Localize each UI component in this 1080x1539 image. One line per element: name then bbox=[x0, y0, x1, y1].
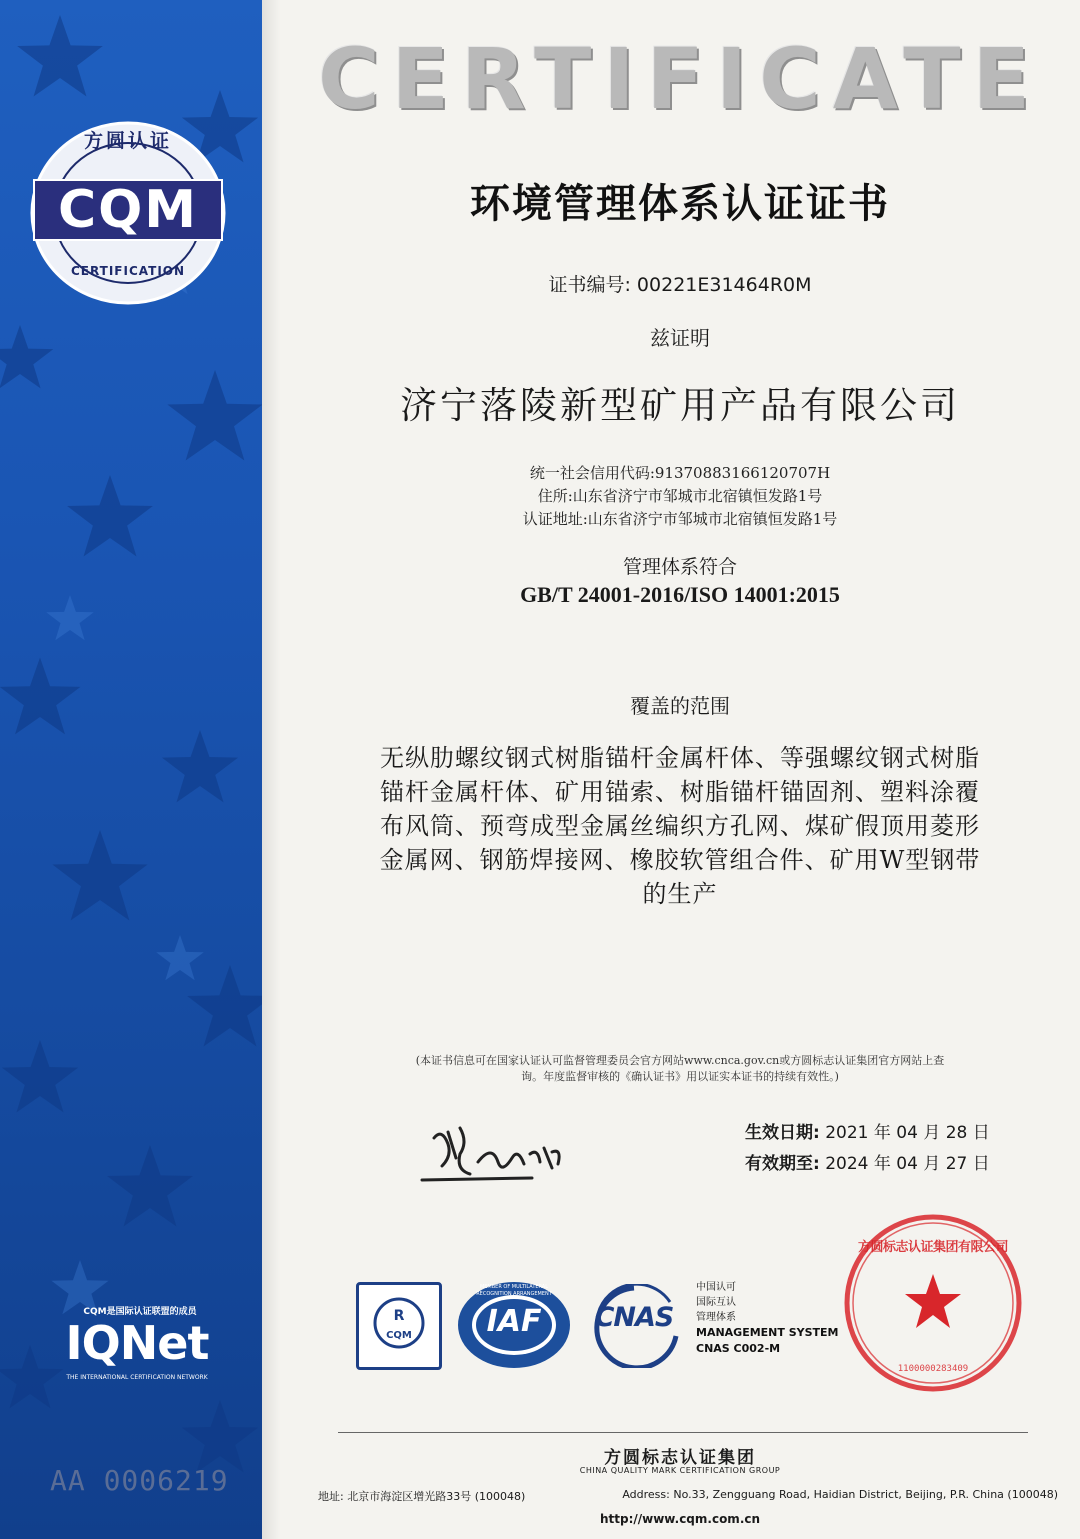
cqm-mark-text: CQM bbox=[386, 1330, 412, 1341]
iqnet-subtitle: THE INTERNATIONAL CERTIFICATION NETWORK bbox=[66, 1374, 208, 1381]
footer-organization-en: CHINA QUALITY MARK CERTIFICATION GROUP bbox=[579, 1466, 781, 1475]
registered-address: 住所:山东省济宁市邹城市北宿镇恒发路1号 bbox=[537, 487, 823, 505]
iaf-logo-text: IAF bbox=[486, 1304, 542, 1339]
expiry-date-label: 有效期至: bbox=[745, 1154, 820, 1174]
cnas-line: 中国认可 bbox=[696, 1282, 736, 1293]
cqm-arc-text: 方圆认证 bbox=[83, 130, 172, 152]
credit-code: 统一社会信用代码:91370883166120707H bbox=[529, 464, 831, 482]
seal-text: 方圆标志认证集团有限公司 bbox=[857, 1240, 1008, 1255]
registered-cqm-icon bbox=[359, 1285, 439, 1367]
scope-line: 锚杆金属杆体、矿用锚索、树脂锚杆锚固剂、塑料涂覆 bbox=[380, 778, 980, 806]
cnas-line: 国际互认 bbox=[696, 1297, 736, 1308]
scope-title: 覆盖的范围 bbox=[630, 694, 730, 718]
effective-date bbox=[745, 1118, 990, 1143]
scope-line: 无纵肋螺纹钢式树脂锚杆金属杆体、等强螺纹钢式树脂 bbox=[380, 744, 980, 772]
iqnet-logo: IQNet bbox=[65, 1316, 209, 1370]
scope-line: 布风筒、预弯成型金属丝编织方孔网、煤矿假顶用菱形 bbox=[380, 812, 980, 840]
certificate-number: 证书编号: 00221E31464R0M bbox=[548, 274, 812, 296]
footer-organization-cn: 方圆标志认证集团 bbox=[604, 1448, 756, 1468]
left-decorative-band bbox=[0, 0, 262, 1539]
cnas-code: CNAS C002-M bbox=[696, 1342, 781, 1355]
verification-note: (本证书信息可在国家认证认可监督管理委员会官方网站www.cnca.gov.cn或方圆标志认证集团官方网站上查 bbox=[415, 1054, 945, 1067]
conformity-label: 管理体系符合 bbox=[622, 556, 737, 578]
cnas-line: 管理体系 bbox=[696, 1312, 736, 1323]
standard-reference: GB/T 24001-2016/ISO 14001:2015 bbox=[520, 582, 840, 607]
verification-note: 询。年度监督审核的《确认证书》用以证实本证书的持续有效性。) bbox=[521, 1070, 839, 1083]
cqm-certification-text: CERTIFICATION bbox=[70, 264, 186, 278]
signature-icon bbox=[412, 1118, 592, 1198]
footer-url: http://www.cqm.com.cn bbox=[599, 1512, 761, 1526]
expiry-date bbox=[745, 1149, 990, 1174]
footer-divider bbox=[338, 1432, 1028, 1433]
certified-address: 认证地址:山东省济宁市邹城市北宿镇恒发路1号 bbox=[522, 510, 838, 528]
serial-number: AA 0006219 bbox=[50, 1464, 229, 1497]
iqnet-member-text: CQM是国际认证联盟的成员 bbox=[83, 1307, 197, 1317]
scope-line: 的生产 bbox=[642, 880, 718, 908]
cqm-mark bbox=[356, 1282, 442, 1370]
certificate-heading: CERTIFICATE bbox=[318, 30, 1042, 128]
effective-date-label: 生效日期: bbox=[745, 1123, 820, 1143]
seal-number: 1100000283409 bbox=[897, 1364, 969, 1374]
cnas-management-system: MANAGEMENT SYSTEM bbox=[696, 1326, 839, 1339]
footer-address-cn: 地址: 北京市海淀区增光路33号 (100048) bbox=[318, 1490, 526, 1503]
band-shadow bbox=[262, 0, 280, 1539]
hereby-certify: 兹证明 bbox=[650, 326, 710, 350]
effective-date-value: 2021 年 04 月 28 日 bbox=[825, 1123, 990, 1143]
cqm-logo-text: CQM bbox=[57, 180, 199, 240]
expiry-date-value: 2024 年 04 月 27 日 bbox=[825, 1154, 990, 1174]
cnas-logo-text: CNAS bbox=[594, 1302, 674, 1333]
cnas-description bbox=[696, 1280, 839, 1357]
company-name: 济宁落陵新型矿用产品有限公司 bbox=[400, 384, 960, 427]
page-title: 环境管理体系认证证书 bbox=[470, 181, 890, 227]
footer-address bbox=[318, 1488, 1058, 1504]
footer-address-en: Address: No.33, Zengguang Road, Haidian District, Beijing, P.R. China (100048) bbox=[622, 1488, 1058, 1501]
scope-line: 金属网、钢筋焊接网、橡胶软管组合件、矿用W型钢带 bbox=[379, 846, 981, 874]
svg-text:R: R bbox=[393, 1308, 405, 1324]
iaf-ring-text: MEMBER OF MULTILATERAL RECOGNITION ARRANGEMENT bbox=[476, 1284, 552, 1297]
